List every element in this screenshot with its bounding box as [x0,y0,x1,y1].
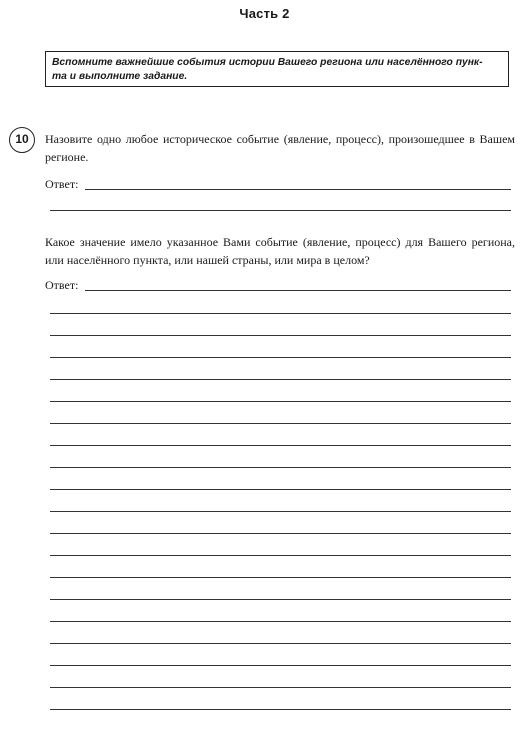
answer-1-field[interactable] [45,175,511,191]
answer-rule-line[interactable] [50,335,511,336]
answer-rule-line[interactable] [50,489,511,490]
answer-1-label: Ответ: [45,177,79,191]
answer-rule-line[interactable] [50,445,511,446]
question-2-text: Какое значение имело указанное Вами событие (явление, процесс) для Вашего региона, или населённого пункта, или нашей страны, или мира в целом? [45,235,515,267]
answer-rule-line[interactable] [50,599,511,600]
answer-2-label: Ответ: [45,278,79,292]
question-1-text: Назовите одно любое историческое событие (явление, процесс), произошедшее в Вашем регионе. [45,132,515,164]
part-title: Часть 2 [239,6,290,21]
instruction-line-1: Вспомните важнейшие события истории Вашего региона или населённого пунк- [52,57,483,68]
answer-rule-line[interactable] [50,401,511,402]
answer-rule-line[interactable] [50,665,511,666]
answer-rule-line[interactable] [50,577,511,578]
answer-rule-line[interactable] [50,467,511,468]
answer-rule-line[interactable] [50,555,511,556]
answer-rule-line[interactable] [50,423,511,424]
task-number-badge: 10 [9,127,35,153]
answer-rule-line[interactable] [50,687,511,688]
answer-rule-line[interactable] [50,621,511,622]
answer-1-line[interactable] [85,189,511,190]
answer-rule-line[interactable] [50,709,511,710]
answer-2-line[interactable] [85,290,511,291]
answer-rule-line[interactable] [50,357,511,358]
answer-rule-line[interactable] [50,533,511,534]
answer-rule-line[interactable] [50,511,511,512]
instruction-line-2: та и выполните задание. [52,71,188,82]
answer-rule-line[interactable] [50,643,511,644]
instruction-box [45,51,509,87]
answer-2-field[interactable] [45,276,511,292]
answer-rule-line[interactable] [50,210,511,211]
answer-rule-line[interactable] [50,313,511,314]
answer-rule-line[interactable] [50,379,511,380]
